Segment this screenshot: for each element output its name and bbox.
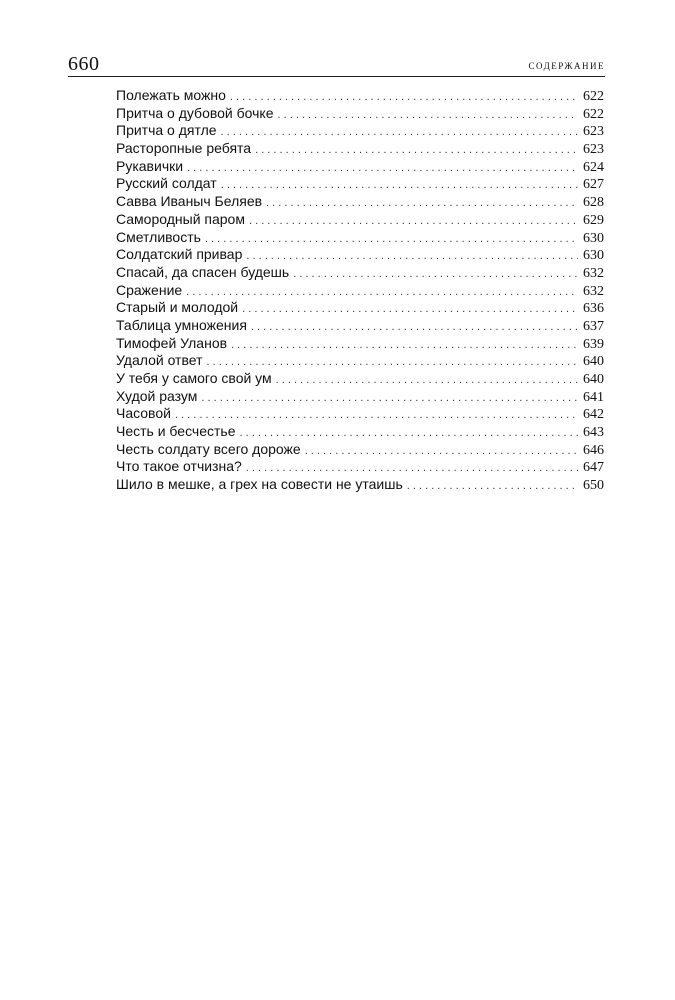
toc-entry-title: Самородный паром bbox=[116, 210, 245, 227]
toc-entry-page: 640 bbox=[583, 372, 604, 387]
toc-entry bbox=[116, 105, 604, 123]
toc-entry bbox=[116, 317, 604, 335]
toc-entry-title: Тимофей Уланов bbox=[116, 334, 228, 351]
toc-entry-title: Честь солдату всего дороже bbox=[116, 440, 301, 457]
toc-entry-title: Расторопные ребята bbox=[116, 140, 252, 157]
toc-leader-dots bbox=[230, 89, 578, 107]
toc-leader-dots bbox=[246, 248, 578, 266]
toc-entry-page: 627 bbox=[583, 177, 604, 193]
toc-entry-title: Спасай, да спасен будешь bbox=[116, 263, 290, 280]
toc-entry-page: 632 bbox=[583, 283, 604, 299]
toc-entry-page: 623 bbox=[583, 124, 604, 140]
toc-entry bbox=[116, 140, 604, 158]
toc-entry-title: Притча о дятле bbox=[116, 122, 217, 139]
toc-entry-title: Сметливость bbox=[116, 228, 201, 245]
toc-entry bbox=[116, 299, 604, 317]
toc-entry-page: 640 bbox=[583, 354, 604, 370]
toc-entry bbox=[116, 423, 604, 441]
page-number: 660 bbox=[68, 53, 100, 75]
toc-entry bbox=[116, 458, 604, 476]
toc-leader-dots bbox=[276, 372, 578, 390]
toc-leader-dots bbox=[255, 142, 578, 160]
toc-entry-title: У тебя у самого свой ум bbox=[116, 370, 272, 386]
toc-entry bbox=[116, 282, 604, 300]
toc-entry-title: Рукавички bbox=[116, 157, 184, 174]
toc-entry-page: 641 bbox=[583, 389, 604, 405]
toc-entry-page: 643 bbox=[583, 425, 604, 441]
toc-entry bbox=[116, 211, 604, 229]
toc-entry-title: Савва Иваныч Беляев bbox=[116, 193, 263, 210]
toc-entry-title: Притча о дубовой бочке bbox=[116, 104, 274, 121]
toc-leader-dots bbox=[242, 301, 578, 319]
toc-entry bbox=[116, 388, 604, 406]
toc-entry-title: Таблица умножения bbox=[116, 316, 247, 333]
header-rule bbox=[68, 76, 605, 77]
table-of-contents bbox=[116, 87, 604, 494]
toc-leader-dots bbox=[186, 284, 578, 302]
toc-leader-dots bbox=[249, 213, 578, 231]
toc-entry-page: 636 bbox=[583, 301, 604, 317]
toc-entry-title: Старый и молодой bbox=[116, 299, 239, 316]
toc-leader-dots bbox=[251, 319, 578, 337]
toc-entry bbox=[116, 370, 604, 388]
running-head bbox=[68, 52, 605, 76]
toc-leader-dots bbox=[221, 124, 578, 142]
toc-leader-dots bbox=[205, 231, 578, 249]
toc-entry-page: 639 bbox=[583, 336, 604, 352]
toc-leader-dots bbox=[305, 443, 578, 461]
toc-leader-dots bbox=[293, 266, 578, 284]
toc-entry-page: 642 bbox=[583, 407, 604, 423]
toc-entry bbox=[116, 441, 604, 459]
toc-entry bbox=[116, 122, 604, 140]
section-title: содержание bbox=[528, 57, 605, 72]
toc-entry bbox=[116, 352, 604, 370]
toc-entry-page: 646 bbox=[583, 442, 604, 458]
toc-leader-dots bbox=[201, 390, 578, 408]
toc-leader-dots bbox=[278, 107, 579, 125]
toc-entry-title: Часовой bbox=[116, 405, 171, 422]
toc-leader-dots bbox=[221, 177, 578, 195]
toc-entry-page: 623 bbox=[583, 142, 604, 158]
toc-entry-page: 647 bbox=[583, 460, 604, 476]
toc-entry-title: Полежать можно bbox=[116, 87, 226, 103]
toc-entry-page: 624 bbox=[583, 159, 604, 175]
toc-entry bbox=[116, 264, 604, 282]
toc-entry bbox=[116, 229, 604, 247]
toc-entry bbox=[116, 246, 604, 264]
toc-entry bbox=[116, 175, 604, 193]
toc-entry bbox=[116, 335, 604, 353]
toc-entry bbox=[116, 193, 604, 211]
toc-entry-page: 629 bbox=[583, 212, 604, 228]
toc-entry-page: 650 bbox=[583, 478, 604, 494]
toc-entry-page: 630 bbox=[583, 248, 604, 264]
toc-entry-page: 622 bbox=[583, 106, 604, 122]
toc-entry-page: 622 bbox=[583, 89, 604, 104]
toc-entry bbox=[116, 87, 604, 105]
toc-entry-title: Солдатский привар bbox=[116, 246, 243, 263]
toc-leader-dots bbox=[407, 478, 578, 496]
toc-entry bbox=[116, 405, 604, 423]
toc-entry-title: Худой разум bbox=[116, 387, 198, 404]
toc-entry-title: Сражение bbox=[116, 281, 183, 298]
toc-entry-page: 630 bbox=[583, 230, 604, 246]
toc-entry-title: Удалой ответ bbox=[116, 352, 203, 369]
toc-leader-dots bbox=[187, 160, 578, 178]
toc-entry-page: 628 bbox=[583, 195, 604, 211]
toc-entry-page: 632 bbox=[583, 265, 604, 281]
toc-entry-page: 637 bbox=[583, 318, 604, 334]
toc-entry-title: Честь и бесчестье bbox=[116, 423, 236, 440]
toc-entry bbox=[116, 158, 604, 176]
toc-leader-dots bbox=[231, 337, 578, 355]
toc-leader-dots bbox=[266, 195, 578, 213]
toc-entry bbox=[116, 476, 604, 494]
toc-entry-title: Шило в мешке, а грех на совести не утаишь bbox=[116, 476, 403, 493]
toc-entry-title: Русский солдат bbox=[116, 175, 217, 192]
toc-entry-title: Что такое отчизна? bbox=[116, 458, 242, 475]
